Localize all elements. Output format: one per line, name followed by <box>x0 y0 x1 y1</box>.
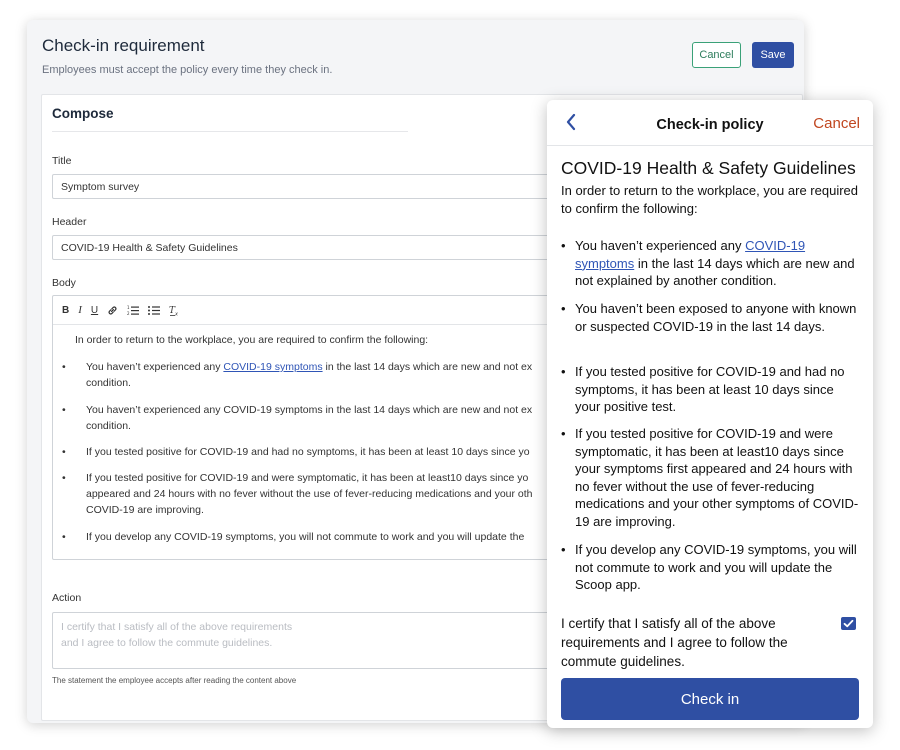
list-item: • You haven’t experienced any COVID-19 symptoms in the last 14 days which are new and not ex condition. <box>53 402 551 434</box>
underline-button[interactable]: U <box>90 304 99 316</box>
policy-item-text: If you develop any COVID-19 symptoms, you will not commute to work and you will update the Scoop app. <box>575 542 857 593</box>
check-in-button[interactable]: Check in <box>561 678 859 720</box>
policy-item-text: If you tested positive for COVID-19 and were symptomatic, it has been at least10 days since your symptoms first appeared and 24 hours with no fever without the use of fever-reducing medications and your other symptoms of COVID-19 are improving. <box>575 426 859 529</box>
link-icon[interactable] <box>107 305 118 316</box>
svg-text:T: T <box>169 305 176 316</box>
title-label: Title <box>52 155 72 167</box>
page-title: Check-in requirement <box>42 36 205 55</box>
bold-button[interactable]: B <box>62 304 70 316</box>
header-label: Header <box>52 216 87 228</box>
covid-symptoms-link[interactable]: COVID-19 symptoms <box>575 238 806 271</box>
list-item: • If you tested positive for COVID-19 and had no symptoms, it has been at least 10 days since yo <box>53 444 551 460</box>
action-label: Action <box>52 592 82 604</box>
body-rich-text-editor[interactable] <box>52 295 552 560</box>
list-item: • You haven’t experienced any COVID-19 symptoms in the last 14 days which are new and not ex condition. <box>53 359 551 391</box>
list-item-text: COVID-19 are improving. <box>86 504 204 516</box>
list-item-text: If you develop any COVID-19 symptoms, you will not commute to work and you will update the <box>86 531 525 543</box>
list-item-text: If you tested positive for COVID-19 and were symptomatic, it has been at least10 days since yo <box>86 472 529 484</box>
policy-item-text: in the last 14 days which are new and not explained by another condition. <box>575 255 855 289</box>
policy-heading: COVID-19 Health & Safety Guidelines <box>561 158 856 178</box>
checkmark-icon <box>841 617 856 630</box>
certify-statement: I certify that I satisfy all of the above requirements and I agree to follow the commute guidelines. <box>561 616 788 669</box>
title-input[interactable]: Symptom survey <box>52 174 552 199</box>
page-subtitle: Employees must accept the policy every time they check in. <box>42 64 333 76</box>
list-item-text: If you tested positive for COVID-19 and had no symptoms, it has been at least 10 days since yo <box>86 446 530 458</box>
header-input[interactable]: COVID-19 Health & Safety Guidelines <box>52 235 552 260</box>
compose-heading: Compose <box>52 106 114 121</box>
list-item-text: You haven’t experienced any COVID-19 symptoms in the last 14 days which are new and not ex <box>86 404 533 416</box>
svg-text:x: x <box>175 311 179 316</box>
body-label: Body <box>52 277 76 289</box>
action-statement-textarea[interactable] <box>52 612 552 669</box>
divider <box>52 131 408 132</box>
policy-item-text: You haven’t been exposed to anyone with known or suspected COVID-19 in the last 14 days. <box>575 301 857 334</box>
svg-text:2: 2 <box>127 310 130 316</box>
formatting-toolbar <box>53 296 551 325</box>
bulleted-list-icon[interactable] <box>148 305 160 316</box>
covid-symptoms-link[interactable]: COVID-19 symptoms <box>223 361 323 373</box>
cancel-button[interactable]: Cancel <box>692 42 741 68</box>
list-item-text: appeared and 24 hours with no fever without the use of fever-reducing medications and your oth <box>86 488 533 500</box>
check-in-policy-preview: Check-in policy Cancel COVID-19 Health & Safety Guidelines In order to return to the workplace, you are required to confirm the following: • You haven’t experienced any COVID-19 symptoms in the last 14 days which are new and not explained by another condition. • You haven’t been exposed to anyone with known or suspected COVID-19 in the last 14 days. • If you tested positive for COVID-19 and had no symptoms, it has been at least 10 days since your positive test. • If you tested positive for COVID-19 and were symptomatic, it has been at least10 days since your symptoms first appeared and 24 hours with no fever without the use of fever-reducing medications and your other symptoms of COVID-19 are improving. • If you develop any COVID-19 symptoms, you will not commute to work and you will update the Scoop app. I certify that I satisfy all of the above requirements and I agree to follow the commute guidelines. Check in <box>547 100 873 728</box>
svg-text:1: 1 <box>127 304 130 310</box>
preview-cancel-button[interactable]: Cancel <box>813 115 860 132</box>
action-placeholder: and I agree to follow the commute guidelines. <box>61 637 273 649</box>
save-button[interactable]: Save <box>752 42 794 68</box>
policy-item-text: If you tested positive for COVID-19 and had no symptoms, it has been at least 10 days since your positive test. <box>575 364 845 415</box>
policy-intro: In order to return to the workplace, you are required to confirm the following: <box>561 183 858 216</box>
certify-checkbox[interactable] <box>841 617 856 630</box>
list-item: • If you tested positive for COVID-19 and were symptomatic, it has been at least10 days since yo appeared and 24 hours with no fever without the use of fever-reducing medications and your oth COVID-19 are improving. <box>53 470 551 518</box>
list-item-text: condition. <box>86 420 131 432</box>
list-item-text: You haven’t experienced any <box>86 361 224 373</box>
ordered-list-icon[interactable] <box>127 305 139 316</box>
action-help-text: The statement the employee accepts after reading the content above <box>52 676 297 685</box>
list-item-text: condition. <box>86 377 131 389</box>
policy-item-text: You haven’t experienced any <box>575 238 746 253</box>
body-intro-text: In order to return to the workplace, you are required to confirm the following: <box>75 334 429 346</box>
preview-header <box>547 100 873 146</box>
preview-title: Check-in policy <box>656 117 764 133</box>
italic-button[interactable]: I <box>78 304 82 316</box>
action-placeholder: I certify that I satisfy all of the above requirements <box>61 621 293 633</box>
clear-format-icon[interactable] <box>169 305 180 316</box>
list-item: • If you develop any COVID-19 symptoms, you will not commute to work and you will update the <box>53 529 551 545</box>
list-item-text: in the last 14 days which are new and not ex <box>322 361 533 373</box>
